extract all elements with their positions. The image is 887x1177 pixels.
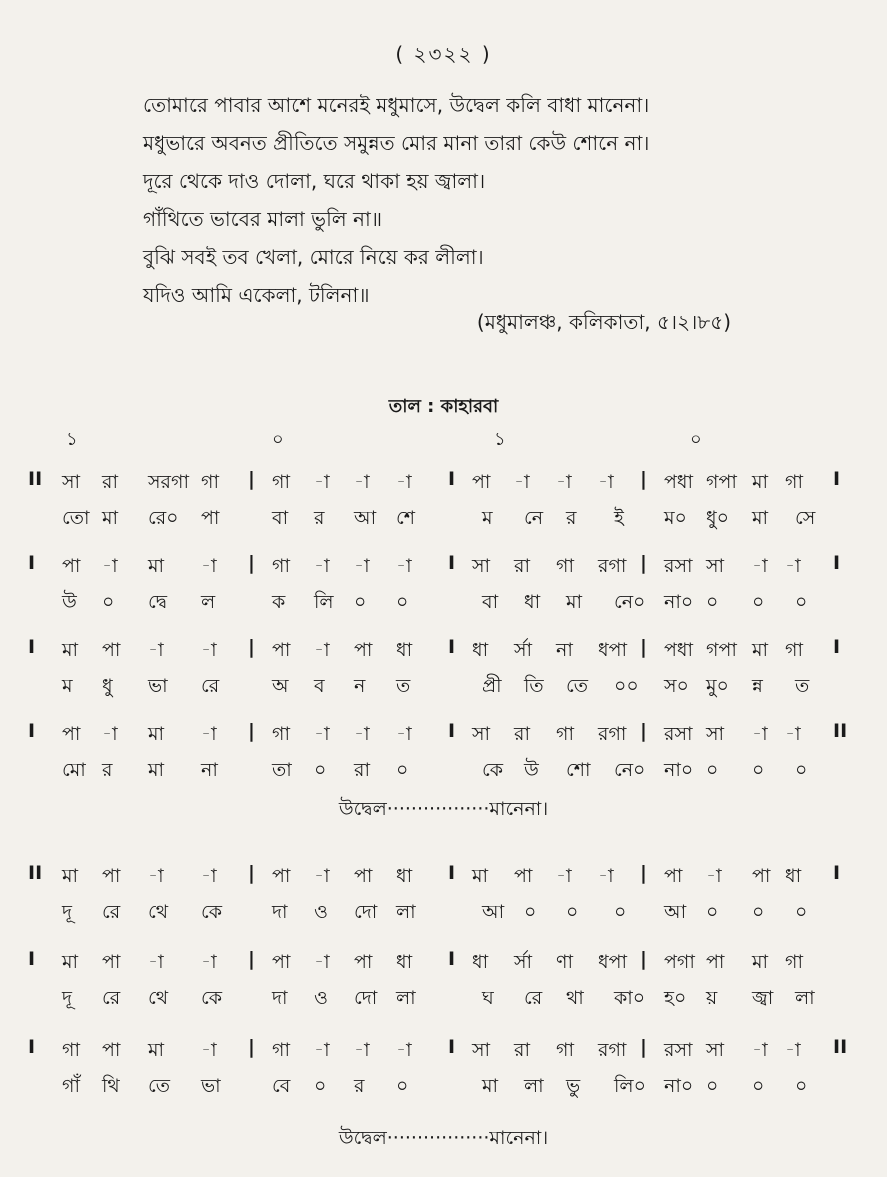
swara-note: মা	[62, 639, 79, 661]
swara-note: মা	[148, 555, 165, 577]
lyric-syllable: স০	[664, 675, 689, 697]
swara-note: ধা	[472, 639, 489, 661]
swara-note: পা	[472, 471, 491, 493]
swara-note: -া	[354, 471, 370, 493]
swara-note: গপা	[706, 471, 737, 493]
lyric-syllable: ধু	[102, 675, 113, 697]
swara-note: রসা	[664, 555, 693, 577]
lyric-syllable: ০	[314, 759, 327, 781]
swara-note: মা	[472, 865, 489, 887]
lyric-syllable: ০	[354, 591, 367, 613]
swara-note: -া	[752, 555, 768, 577]
swara-row	[0, 856, 887, 894]
lyric-syllable: কা০	[614, 987, 646, 1009]
lyric-syllable: ০	[566, 901, 579, 923]
swara-note: -া	[201, 639, 217, 661]
lyric-syllable: না	[201, 759, 218, 781]
notation-block	[0, 462, 887, 538]
lyric-syllable: ০	[524, 901, 537, 923]
swara-note: পা	[354, 865, 373, 887]
swara-note: -া	[314, 639, 330, 661]
swara-note: -া	[396, 555, 412, 577]
lyric-syllable: রে	[102, 987, 121, 1009]
lyric-syllable: রা	[354, 759, 370, 781]
barline: |	[640, 948, 647, 970]
barline: |	[248, 862, 255, 884]
lyric-syllable: অ	[272, 675, 289, 697]
lyric-syllable: ০	[396, 591, 409, 613]
lyric-syllable: ০	[706, 901, 719, 923]
barline: I	[833, 552, 841, 574]
lyric-syllable: ০	[396, 759, 409, 781]
lyric-syllable: নে০	[614, 591, 646, 613]
swara-note: -া	[752, 1039, 768, 1061]
swara-note: সা	[706, 723, 725, 745]
swara-note: -া	[785, 723, 801, 745]
swara-note: ধা	[396, 639, 413, 661]
swara-note: রগা	[598, 1039, 627, 1061]
lyric-syllable: জ্বা	[752, 987, 774, 1009]
lyric-line: মধুভারে অবনত প্রীতিতে সমুন্নত মোর মানা তারা কেউ শোনে না।	[143, 131, 650, 155]
lyric-syllable: মো	[62, 759, 86, 781]
lyric-syllable: থে	[148, 987, 169, 1009]
swara-note: রা	[514, 723, 530, 745]
lyric-syllable: প্রী	[482, 675, 502, 697]
lyric-syllable: ০	[614, 901, 627, 923]
swara-note: মা	[752, 471, 769, 493]
swara-note: -া	[785, 555, 801, 577]
swara-note: পা	[272, 639, 291, 661]
refrain-line: উদ্বেল·················মানেনা।	[338, 798, 549, 820]
lyric-syllable: ০	[795, 1075, 808, 1097]
swara-row	[0, 546, 887, 584]
swara-note: -া	[201, 951, 217, 973]
lyric-line: যদিও আমি একেলা, টলিনা॥	[143, 283, 370, 307]
swara-note: রা	[102, 471, 118, 493]
lyric-syllable: লি	[314, 591, 334, 613]
swara-note: সা	[472, 723, 491, 745]
barline: |	[640, 1036, 647, 1058]
lyric-syllable: ০	[102, 591, 115, 613]
swara-note: সা	[706, 555, 725, 577]
lyric-syllable: আ	[354, 507, 377, 529]
swara-note: গা	[272, 723, 290, 745]
lyrics-block	[143, 86, 843, 314]
lyric-syllable: লা	[396, 901, 416, 923]
swara-note: -া	[354, 723, 370, 745]
lyric-syllable: তা	[272, 759, 292, 781]
swara-note: -া	[314, 555, 330, 577]
swara-note: -া	[706, 865, 722, 887]
lyric-syllable: তে	[148, 1075, 170, 1097]
lyric-syllable: সে	[795, 507, 816, 529]
lyric-syllable: মা	[102, 507, 119, 529]
swara-note: সা	[62, 471, 81, 493]
lyric-syllable: গাঁ	[62, 1075, 80, 1097]
lyric-syllable: মা	[752, 507, 769, 529]
lyric-syllable: আ	[482, 901, 505, 923]
barline: I	[833, 862, 841, 884]
lyric-syllable: দূ	[62, 987, 72, 1009]
lyric-syllable: দা	[272, 987, 288, 1009]
barline: |	[248, 948, 255, 970]
lyric-syllable: র	[102, 759, 113, 781]
lyric-syllable: উ	[62, 591, 77, 613]
lyric-syllable: বে	[272, 1075, 291, 1097]
swara-note: পা	[354, 951, 373, 973]
barline: |	[640, 720, 647, 742]
swara-note: পা	[514, 865, 533, 887]
taal-heading: তাল : কাহারবা	[388, 396, 499, 417]
source-citation: (মধুমালঞ্চ, কলিকাতা, ৫।২।৮৫)	[476, 310, 731, 334]
lyric-syllable: ০	[314, 1075, 327, 1097]
swara-note: -া	[314, 865, 330, 887]
swara-note: গপা	[706, 639, 737, 661]
swara-note: -া	[314, 723, 330, 745]
swara-note: পা	[354, 639, 373, 661]
swara-note: -া	[752, 723, 768, 745]
barline: II	[28, 862, 43, 884]
lyric-syllable: ভু	[566, 1075, 581, 1097]
lyric-syllable: মা	[148, 759, 165, 781]
swara-note: সা	[472, 1039, 491, 1061]
lyric-syllable: ন্ন	[752, 675, 763, 697]
lyric-syllable: বা	[482, 591, 499, 613]
lyric-syllable: থে	[148, 901, 169, 923]
lyric-syllable: নে০	[614, 759, 646, 781]
lyric-syllable: বা	[272, 507, 289, 529]
lyric-syllable: কে	[201, 901, 223, 923]
barline: I	[448, 720, 456, 742]
swara-note: -া	[785, 1039, 801, 1061]
swara-note: মা	[62, 865, 79, 887]
swara-note: -া	[556, 471, 572, 493]
lyric-syllable: ০	[752, 591, 765, 613]
swara-note: পধা	[664, 639, 694, 661]
swara-note: রা	[514, 1039, 530, 1061]
swara-note: -া	[102, 723, 118, 745]
lyric-syllable: মু০	[706, 675, 729, 697]
lyric-syllable: ম	[62, 675, 73, 697]
swara-note: পা	[664, 865, 683, 887]
barline: I	[448, 862, 456, 884]
lyric-syllable: শো	[566, 759, 591, 781]
swara-note: গা	[62, 1039, 80, 1061]
swara-note: পা	[102, 639, 121, 661]
barline: I	[833, 468, 841, 490]
lyric-syllable: তে	[566, 675, 588, 697]
barline: I	[833, 636, 841, 658]
swara-note: গা	[785, 951, 803, 973]
lyric-syllable: ধা	[524, 591, 541, 613]
swara-note: ধপা	[598, 951, 628, 973]
swara-note: -া	[148, 865, 164, 887]
lyric-syllable: লা	[396, 987, 416, 1009]
barline: |	[640, 552, 647, 574]
swara-note: পা	[752, 865, 771, 887]
swara-row	[0, 1030, 887, 1068]
barline: |	[248, 636, 255, 658]
barline: |	[248, 552, 255, 574]
syllable-row	[0, 584, 887, 622]
lyric-syllable: লি০	[614, 1075, 646, 1097]
swara-note: মা	[148, 1039, 165, 1061]
swara-note: -া	[354, 1039, 370, 1061]
swara-note: পা	[272, 865, 291, 887]
lyric-syllable: ও	[314, 901, 328, 923]
lyric-syllable: মা	[566, 591, 583, 613]
swara-note: ধা	[396, 951, 413, 973]
lyric-syllable: ০	[706, 759, 719, 781]
swara-note: সা	[472, 555, 491, 577]
lyric-line: বুঝি সবই তব খেলা, মোরে নিয়ে কর লীলা।	[143, 245, 484, 269]
beat-mark: ০	[272, 429, 284, 450]
swara-row	[0, 942, 887, 980]
syllable-row	[0, 980, 887, 1018]
swara-note: সরগা	[148, 471, 189, 493]
swara-note: পা	[102, 865, 121, 887]
barline: |	[640, 468, 647, 490]
lyric-syllable: পা	[201, 507, 220, 529]
lyric-syllable: ভা	[148, 675, 168, 697]
lyric-syllable: শে	[396, 507, 415, 529]
lyric-syllable: দো	[354, 987, 378, 1009]
lyric-syllable: থা	[566, 987, 584, 1009]
lyric-syllable: না০	[664, 591, 694, 613]
refrain-line: উদ্বেল·················মানেনা।	[338, 1127, 549, 1149]
barline: I	[28, 948, 36, 970]
swara-note: -া	[396, 471, 412, 493]
lyric-syllable: রে	[524, 987, 543, 1009]
swara-note: -া	[102, 555, 118, 577]
swara-note: রগা	[598, 555, 627, 577]
syllable-row	[0, 668, 887, 706]
barline: I	[28, 636, 36, 658]
lyric-syllable: রে	[201, 675, 220, 697]
swara-note: -া	[148, 951, 164, 973]
swara-note: পগা	[664, 951, 695, 973]
swara-note: পা	[272, 951, 291, 973]
swara-note: সা	[706, 1039, 725, 1061]
lyric-syllable: র	[566, 507, 577, 529]
barline: II	[28, 468, 43, 490]
barline: I	[448, 948, 456, 970]
swara-note: র্সা	[514, 639, 533, 661]
swara-note: গা	[556, 1039, 574, 1061]
swara-note: গা	[785, 471, 803, 493]
swara-note: পা	[62, 723, 81, 745]
lyric-syllable: ধু০	[706, 507, 730, 529]
beat-mark: ১	[66, 429, 78, 450]
swara-note: -া	[201, 865, 217, 887]
lyric-syllable: লা	[795, 987, 815, 1009]
swara-note: পা	[102, 951, 121, 973]
barline: I	[448, 1036, 456, 1058]
lyric-syllable: ত	[795, 675, 810, 697]
lyric-syllable: ন	[354, 675, 366, 697]
beat-mark: ১	[494, 429, 506, 450]
lyric-syllable: দো	[354, 901, 378, 923]
swara-note: গা	[272, 555, 290, 577]
swara-note: পধা	[664, 471, 694, 493]
lyric-syllable: দ্বে	[148, 591, 167, 613]
notation-block	[0, 1030, 887, 1106]
swara-note: ধপা	[598, 639, 628, 661]
swara-note: -া	[514, 471, 530, 493]
notation-block	[0, 856, 887, 932]
barline: |	[248, 720, 255, 742]
beat-mark: ০	[690, 429, 702, 450]
swara-note: -া	[148, 639, 164, 661]
lyric-syllable: ভা	[201, 1075, 221, 1097]
lyric-syllable: না০	[664, 759, 694, 781]
barline: I	[448, 552, 456, 574]
lyric-syllable: ত	[396, 675, 411, 697]
swara-note: পা	[102, 1039, 121, 1061]
lyric-syllable: রে	[102, 901, 121, 923]
barline: I	[28, 1036, 36, 1058]
swara-note: ধা	[785, 865, 802, 887]
swara-note: -া	[201, 1039, 217, 1061]
notation-block	[0, 546, 887, 622]
barline: I	[28, 720, 36, 742]
lyric-syllable: র	[314, 507, 325, 529]
lyric-syllable: ল	[201, 591, 216, 613]
swara-note: পা	[706, 951, 725, 973]
swara-note: -া	[314, 471, 330, 493]
swara-note: পা	[62, 555, 81, 577]
swara-note: -া	[354, 555, 370, 577]
lyric-syllable: ০	[752, 759, 765, 781]
lyric-syllable: ০	[795, 901, 808, 923]
lyric-syllable: ঘ	[482, 987, 494, 1009]
swara-note: ধা	[472, 951, 489, 973]
syllable-row	[0, 752, 887, 790]
swara-note: মা	[752, 639, 769, 661]
barline: I	[28, 552, 36, 574]
lyric-syllable: ম০	[664, 507, 687, 529]
lyric-syllable: ও	[314, 987, 328, 1009]
swara-note: রা	[514, 555, 530, 577]
lyric-syllable: দূ	[62, 901, 72, 923]
barline: |	[640, 636, 647, 658]
swara-row	[0, 630, 887, 668]
lyric-syllable: ০	[752, 1075, 765, 1097]
lyric-syllable: ০	[396, 1075, 409, 1097]
swara-note: -া	[598, 865, 614, 887]
swara-note: না	[556, 639, 573, 661]
swara-note: র্সা	[514, 951, 533, 973]
lyric-syllable: উ	[524, 759, 539, 781]
swara-note: -া	[201, 555, 217, 577]
beat-marks	[0, 425, 887, 455]
swara-note: গা	[201, 471, 219, 493]
barline: II	[833, 720, 848, 742]
page-number: ( ২৩২২ )	[395, 42, 492, 66]
lyric-syllable: র	[354, 1075, 365, 1097]
lyric-line: গাঁথিতে ভাবের মালা ভুলি না॥	[143, 207, 383, 231]
lyric-syllable: ম	[482, 507, 493, 529]
barline: |	[248, 468, 255, 490]
lyric-syllable: ০	[752, 901, 765, 923]
swara-note: -া	[314, 1039, 330, 1061]
swara-note: গা	[556, 555, 574, 577]
syllable-row	[0, 894, 887, 932]
swara-note: গা	[556, 723, 574, 745]
lyric-syllable: দা	[272, 901, 288, 923]
swara-note: ধা	[396, 865, 413, 887]
swara-note: গা	[785, 639, 803, 661]
swara-note: -া	[396, 723, 412, 745]
swara-row	[0, 462, 887, 500]
lyric-syllable: আ	[664, 901, 687, 923]
notation-block	[0, 942, 887, 1018]
lyric-syllable: তি	[524, 675, 544, 697]
lyric-syllable: ০	[795, 759, 808, 781]
barline: II	[833, 1036, 848, 1058]
lyric-syllable: কে	[482, 759, 504, 781]
swara-note: মা	[752, 951, 769, 973]
swara-note: -া	[598, 471, 614, 493]
swara-note: -া	[201, 723, 217, 745]
lyric-syllable: মা	[482, 1075, 499, 1097]
lyric-syllable: ০	[706, 591, 719, 613]
swara-note: গা	[272, 471, 290, 493]
swara-note: রসা	[664, 1039, 693, 1061]
lyric-line: দূরে থেকে দাও দোলা, ঘরে থাকা হয় জ্বালা।	[143, 169, 486, 193]
swara-note: ণা	[556, 951, 573, 973]
lyric-syllable: না০	[664, 1075, 694, 1097]
lyric-syllable: কে	[201, 987, 223, 1009]
swara-note: -া	[396, 1039, 412, 1061]
swara-row	[0, 714, 887, 752]
lyric-syllable: ব	[314, 675, 325, 697]
barline: I	[448, 468, 456, 490]
lyric-syllable: হ০	[664, 987, 687, 1009]
swara-note: রগা	[598, 723, 627, 745]
lyric-line: তোমারে পাবার আশে মনেরই মধুমাসে, উদ্বেল কলি বাধা মানেনা।	[143, 93, 650, 117]
syllable-row	[0, 500, 887, 538]
lyric-syllable: ০	[706, 1075, 719, 1097]
lyric-syllable: ই	[614, 507, 624, 529]
lyric-syllable: ০০	[614, 675, 639, 697]
swara-note: রসা	[664, 723, 693, 745]
lyric-syllable: ক	[272, 591, 286, 613]
swara-note: -া	[314, 951, 330, 973]
swara-note: গা	[272, 1039, 290, 1061]
lyric-syllable: য়	[706, 987, 718, 1009]
lyric-syllable: নে	[524, 507, 544, 529]
syllable-row	[0, 1068, 887, 1106]
lyric-syllable: থি	[102, 1075, 120, 1097]
barline: |	[248, 1036, 255, 1058]
swara-note: -া	[556, 865, 572, 887]
barline: |	[640, 862, 647, 884]
lyric-syllable: লা	[524, 1075, 544, 1097]
lyric-syllable: রে০	[148, 507, 179, 529]
swara-note: মা	[62, 951, 79, 973]
lyric-syllable: ০	[795, 591, 808, 613]
notation-block	[0, 630, 887, 706]
barline: I	[448, 636, 456, 658]
lyric-syllable: তো	[62, 507, 90, 529]
swara-note: মা	[148, 723, 165, 745]
notation-block	[0, 714, 887, 790]
